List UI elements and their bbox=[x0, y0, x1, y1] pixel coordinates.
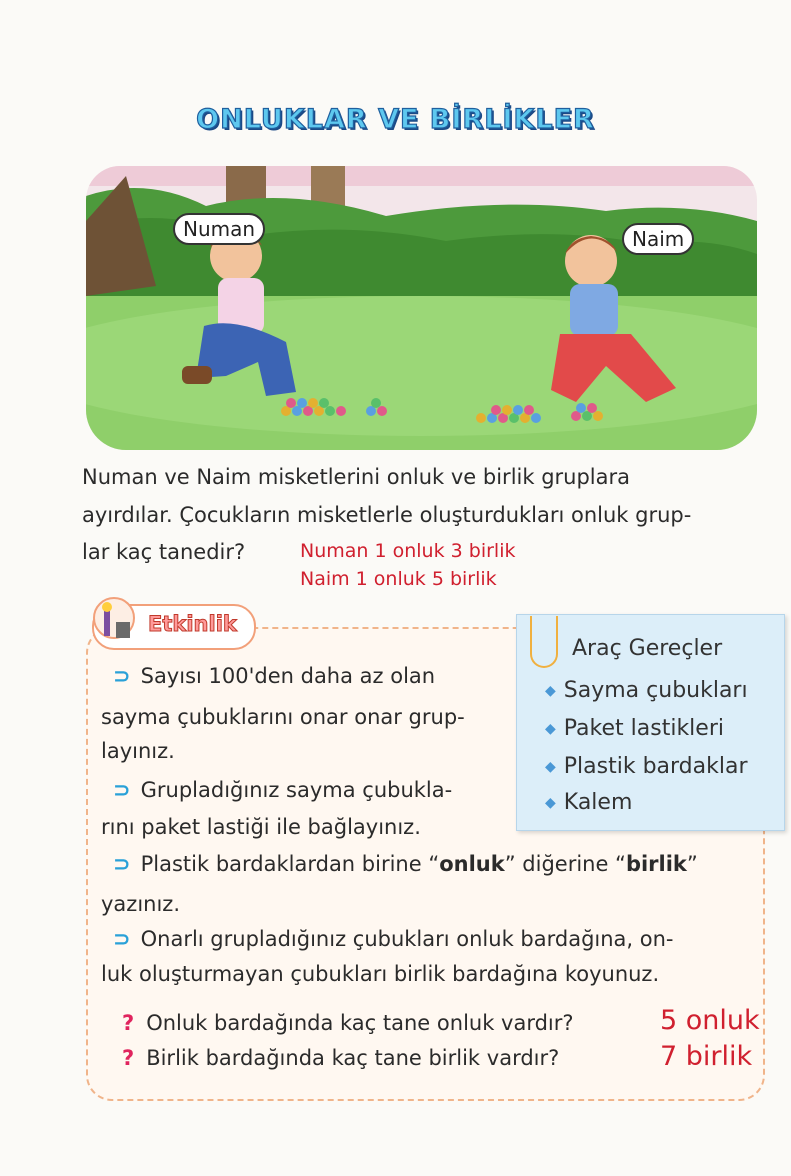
intro-answer-1: Numan 1 onluk 3 birlik bbox=[300, 540, 516, 562]
mascot-icon bbox=[88, 596, 142, 646]
step-4-line-2: luk oluşturmayan çubukları birlik bardağına koyunuz. bbox=[101, 962, 660, 986]
intro-answer-2: Naim 1 onluk 5 birlik bbox=[300, 568, 497, 590]
diamond-bullet-icon: ◆ bbox=[545, 721, 556, 737]
answer-1: 5 onluk bbox=[660, 1005, 760, 1036]
tool-item: ◆ Kalem bbox=[545, 790, 633, 815]
arrow-bullet-icon: ⊃ bbox=[113, 664, 131, 688]
step-3-line-1: ⊃ Plastik bardaklardan birine “onluk” diğerine “birlik” bbox=[113, 852, 698, 876]
question-mark-icon: ? bbox=[122, 1046, 135, 1070]
paperclip-icon bbox=[530, 616, 558, 668]
intro-line-3: lar kaç tanedir? bbox=[82, 540, 246, 564]
step-1-line-1: ⊃ Sayısı 100'den daha az olan bbox=[113, 664, 436, 688]
arrow-bullet-icon: ⊃ bbox=[113, 778, 131, 802]
step-3-line-2: yazınız. bbox=[101, 892, 180, 916]
intro-line-1: Numan ve Naim misketlerini onluk ve birlik gruplara bbox=[82, 465, 631, 489]
step-4-line-1: ⊃ Onarlı grupladığınız çubukları onluk bardağına, on- bbox=[113, 927, 674, 951]
illustration bbox=[86, 166, 757, 450]
activity-label: Etkinlik bbox=[148, 612, 237, 636]
step-2-line-1: ⊃ Grupladığınız sayma çubukla- bbox=[113, 778, 453, 802]
diamond-bullet-icon: ◆ bbox=[545, 683, 556, 699]
question-1: ? Onluk bardağında kaç tane onluk vardır? bbox=[122, 1011, 574, 1035]
step-2-line-2: rını paket lastiği ile bağlayınız. bbox=[101, 815, 421, 839]
diamond-bullet-icon: ◆ bbox=[545, 795, 556, 811]
page-title: ONLUKLAR VE BİRLİKLER bbox=[196, 104, 595, 135]
arrow-bullet-icon: ⊃ bbox=[113, 852, 131, 876]
tools-title: Araç Gereçler bbox=[572, 636, 723, 661]
label-naim: Naim bbox=[622, 223, 694, 255]
question-2: ? Birlik bardağında kaç tane birlik vardır? bbox=[122, 1046, 560, 1070]
intro-line-2: ayırdılar. Çocukların misketlerle oluşturdukları onluk grup- bbox=[82, 503, 692, 527]
arrow-bullet-icon: ⊃ bbox=[113, 927, 131, 951]
tool-item: ◆ Plastik bardaklar bbox=[545, 754, 748, 779]
label-numan: Numan bbox=[173, 213, 265, 245]
question-mark-icon: ? bbox=[122, 1011, 135, 1035]
tool-item: ◆ Sayma çubukları bbox=[545, 678, 748, 703]
diamond-bullet-icon: ◆ bbox=[545, 759, 556, 775]
tool-item: ◆ Paket lastikleri bbox=[545, 716, 724, 741]
step-1-line-3: layınız. bbox=[101, 739, 175, 763]
answer-2: 7 birlik bbox=[660, 1041, 753, 1072]
step-1-line-2: sayma çubuklarını onar onar grup- bbox=[101, 705, 465, 729]
